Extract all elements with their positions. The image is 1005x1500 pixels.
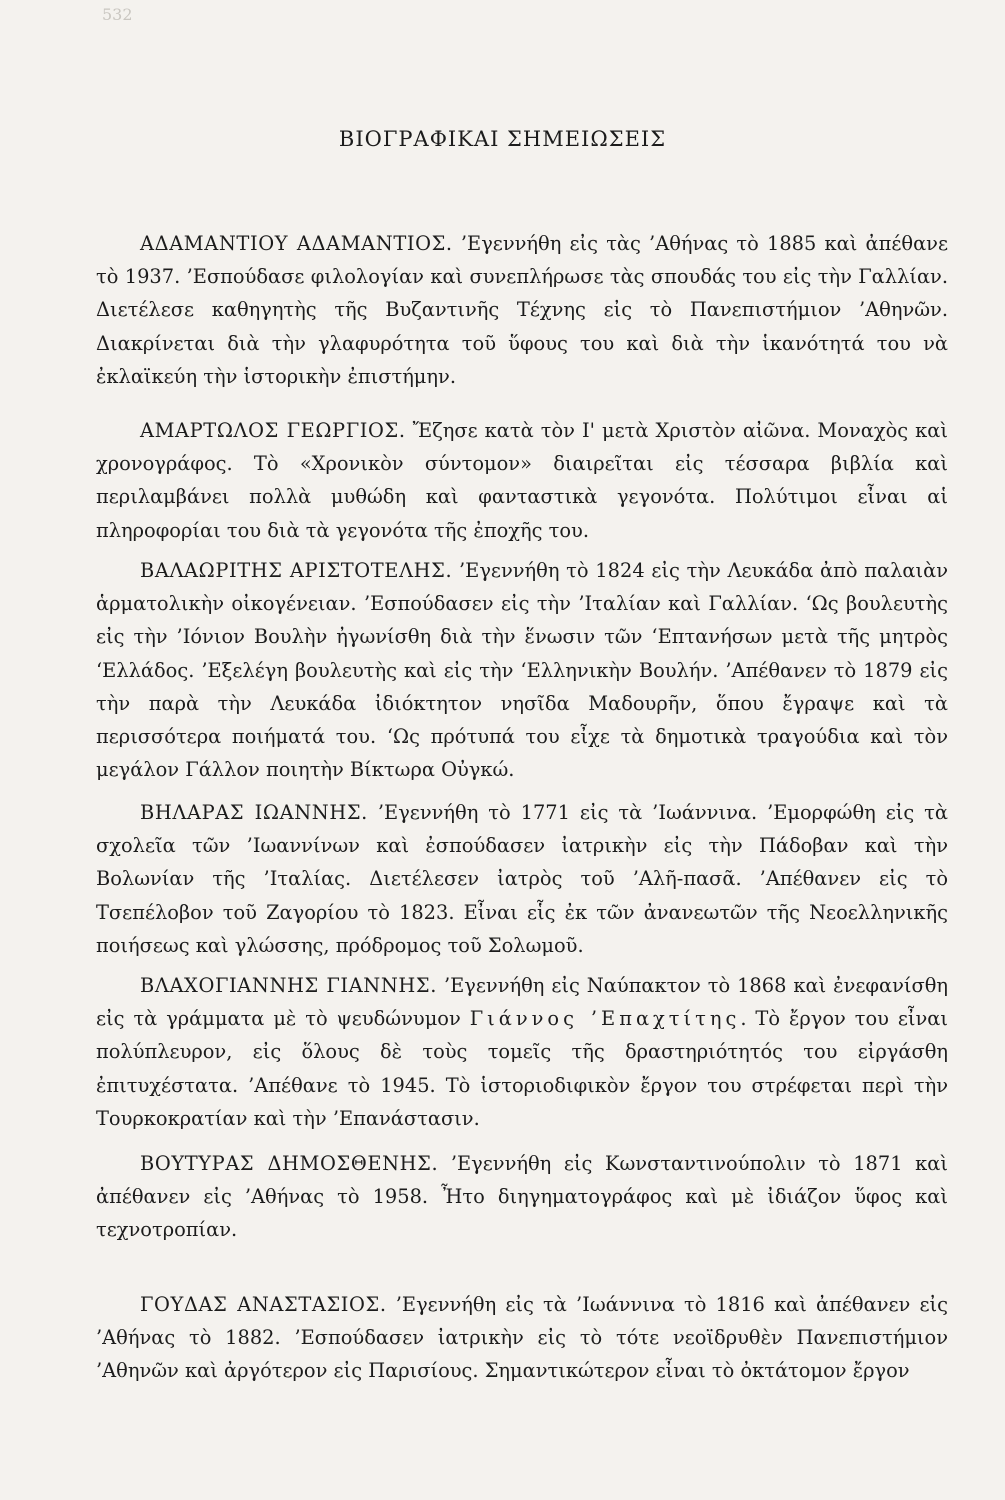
biography-entry bbox=[96, 227, 948, 393]
entry-name: ΑΜΑΡΤΩΛΟΣ ΓΕΩΡΓΙΟΣ. bbox=[140, 419, 406, 442]
entry-text: ’Εγεννήθη τὸ 1824 εἰς τὴν Λευκάδα ἀπὸ παλαιὰν ἁρματολικὴν οἰκογένειαν. ’Εσπούδασεν εἰς τὴν ’Ιταλίαν καὶ Γαλλίαν. ‘Ως βουλευτὴς εἰς τὴν ’Ιόνιον Βουλὴν ἠγωνίσθη διὰ τὴν ἕνωσιν τῶν ‘Επτανήσων μετὰ τῆς μητρὸς ‘Ελλάδος. ’Εξελέγη βουλευτὴς καὶ εἰς τὴν ‘Ελληνικὴν Βουλήν. ’Απέθανεν τὸ 1879 εἰς τὴν παρὰ τὴν Λευκάδα ἰδιόκτητον νησῖδα Μαδουρῆν, ὅπου ἔγραψε καὶ τὰ περισσότερα ποιήματά του. ‘Ως πρότυπά του εἶχε τὰ δημοτικὰ τραγούδια καὶ τὸν μεγάλον Γάλλον ποιητὴν Βίκτωρα Οὐγκώ. bbox=[96, 559, 948, 782]
entry-text: ’Εγεννήθη εἰς τὰ ’Ιωάννινα τὸ 1816 καὶ ἀπέθανεν εἰς ’Αθήνας τὸ 1882. ’Εσπούδασεν ἰατρικὴν εἰς τὸ τότε νεοϊδρυθὲν Πανεπιστήμιον ’Αθηνῶν καὶ ἀργότερον εἰς Παρισίους. Σημαντικώτερον εἶναι τὸ ὀκτάτομον ἔργον bbox=[96, 1293, 948, 1383]
entry-name: ΒΗΛΑΡΑΣ ΙΩΑΝΝΗΣ. bbox=[140, 801, 368, 824]
entry-name: ΒΛΑΧΟΓΙΑΝΝΗΣ ΓΙΑΝΝΗΣ. bbox=[140, 974, 438, 997]
entry-text: Ἔζησε κατὰ τὸν Ι' μετὰ Χριστὸν αἰῶνα. Μοναχὸς καὶ χρονογράφος. Τὸ «Χρονικὸν σύντομον» διαιρεῖται εἰς τέσσαρα βιβλία καὶ περιλαμβάνει πολλὰ μυθώδη καὶ φανταστικὰ γεγονότα. Πολύτιμοι εἶναι αἱ πληροφορίαι του διὰ τὰ γεγονότα τῆς ἐποχῆς του. bbox=[96, 419, 948, 542]
biography-entry bbox=[96, 969, 948, 1135]
entry-name: ΒΑΛΑΩΡΙΤΗΣ ΑΡΙΣΤΟΤΕΛΗΣ. bbox=[140, 559, 453, 582]
entry-text: ’Εγεννήθη τὸ 1771 εἰς τὰ ’Ιωάννινα. ’Εμορφώθη εἰς τὰ σχολεῖα τῶν ’Ιωαννίνων καὶ ἐσπούδασεν ἰατρικὴν εἰς τὴν Πάδοβαν καὶ τὴν Βολωνίαν τῆς ’Ιταλίας. Διετέλεσεν ἰατρὸς τοῦ ’Αλῆ-πασᾶ. ’Απέθανεν εἰς τὸ Τσεπέλοβον τοῦ Ζαγορίου τὸ 1823. Εἶναι εἷς ἐκ τῶν ἀνανεωτῶν τῆς Νεοελληνικῆς ποιήσεως καὶ γλώσσης, πρόδρομος τοῦ Σολωμοῦ. bbox=[96, 801, 948, 957]
entry-name: ΓΟΥΔΑΣ ΑΝΑΣΤΑΣΙΟΣ. bbox=[140, 1293, 387, 1316]
page-title: ΒΙΟΓΡΑΦΙΚΑΙ ΣΗΜΕΙΩΣΕΙΣ bbox=[338, 127, 667, 151]
biography-entry bbox=[96, 414, 948, 547]
biography-entry bbox=[96, 1288, 948, 1388]
biography-entry bbox=[96, 1147, 948, 1247]
page-number: 532 bbox=[102, 5, 133, 24]
pen-name: Γιάννος ’Επαχτίτης bbox=[469, 1007, 741, 1031]
entry-name: ΒΟΥΤΥΡΑΣ ΔΗΜΟΣΘΕΝΗΣ. bbox=[140, 1152, 439, 1175]
entry-text: ’Εγεννήθη εἰς Κωνσταντινούπολιν τὸ 1871 καὶ ἀπέθανεν εἰς ’Αθήνας τὸ 1958. Ἦτο διηγηματογράφος καὶ μὲ ἰδιάζον ὕφος καὶ τεχνοτροπίαν. bbox=[96, 1152, 948, 1242]
biography-entry bbox=[96, 554, 948, 786]
entry-text: ’Εγεννήθη εἰς τὰς ’Αθήνας τὸ 1885 καὶ ἀπέθανε τὸ 1937. ’Εσπούδασε φιλολογίαν καὶ συνεπλήρωσε τὰς σπουδάς του εἰς τὴν Γαλλίαν. Διετέλεσε καθηγητὴς τῆς Βυζαντινῆς Τέχνης εἰς τὸ Πανεπιστήμιον ’Αθηνῶν. Διακρίνεται διὰ τὴν γλαφυρότητα τοῦ ὕφους του καὶ διὰ τὴν ἱκανότητά του νὰ ἐκλαϊκεύη τὴν ἱστορικὴν ἐπιστήμην. bbox=[96, 232, 949, 388]
entry-name: ΑΔΑΜΑΝΤΙΟΥ ΑΔΑΜΑΝΤΙΟΣ. bbox=[140, 232, 453, 255]
entry-text: ’Εγεννήθη εἰς Ναύπακτον τὸ 1868 καὶ ἐνεφανίσθη εἰς τὰ γράμματα μὲ τὸ ψευδώνυμον bbox=[96, 974, 948, 1031]
biography-entry bbox=[96, 796, 948, 962]
entry-text: . Τὸ ἔργον του εἶναι πολύπλευρον, εἰς ὅλους δὲ τοὺς τομεῖς τῆς δραστηριότητός του εἰργάσθη ἐπιτυχέστατα. ’Απέθανε τὸ 1945. Τὸ ἱστοριοδιφικὸν ἔργον του στρέφεται περὶ τὴν Τουρκοκρατίαν καὶ τὴν ’Επανάστασιν. bbox=[96, 1007, 948, 1130]
